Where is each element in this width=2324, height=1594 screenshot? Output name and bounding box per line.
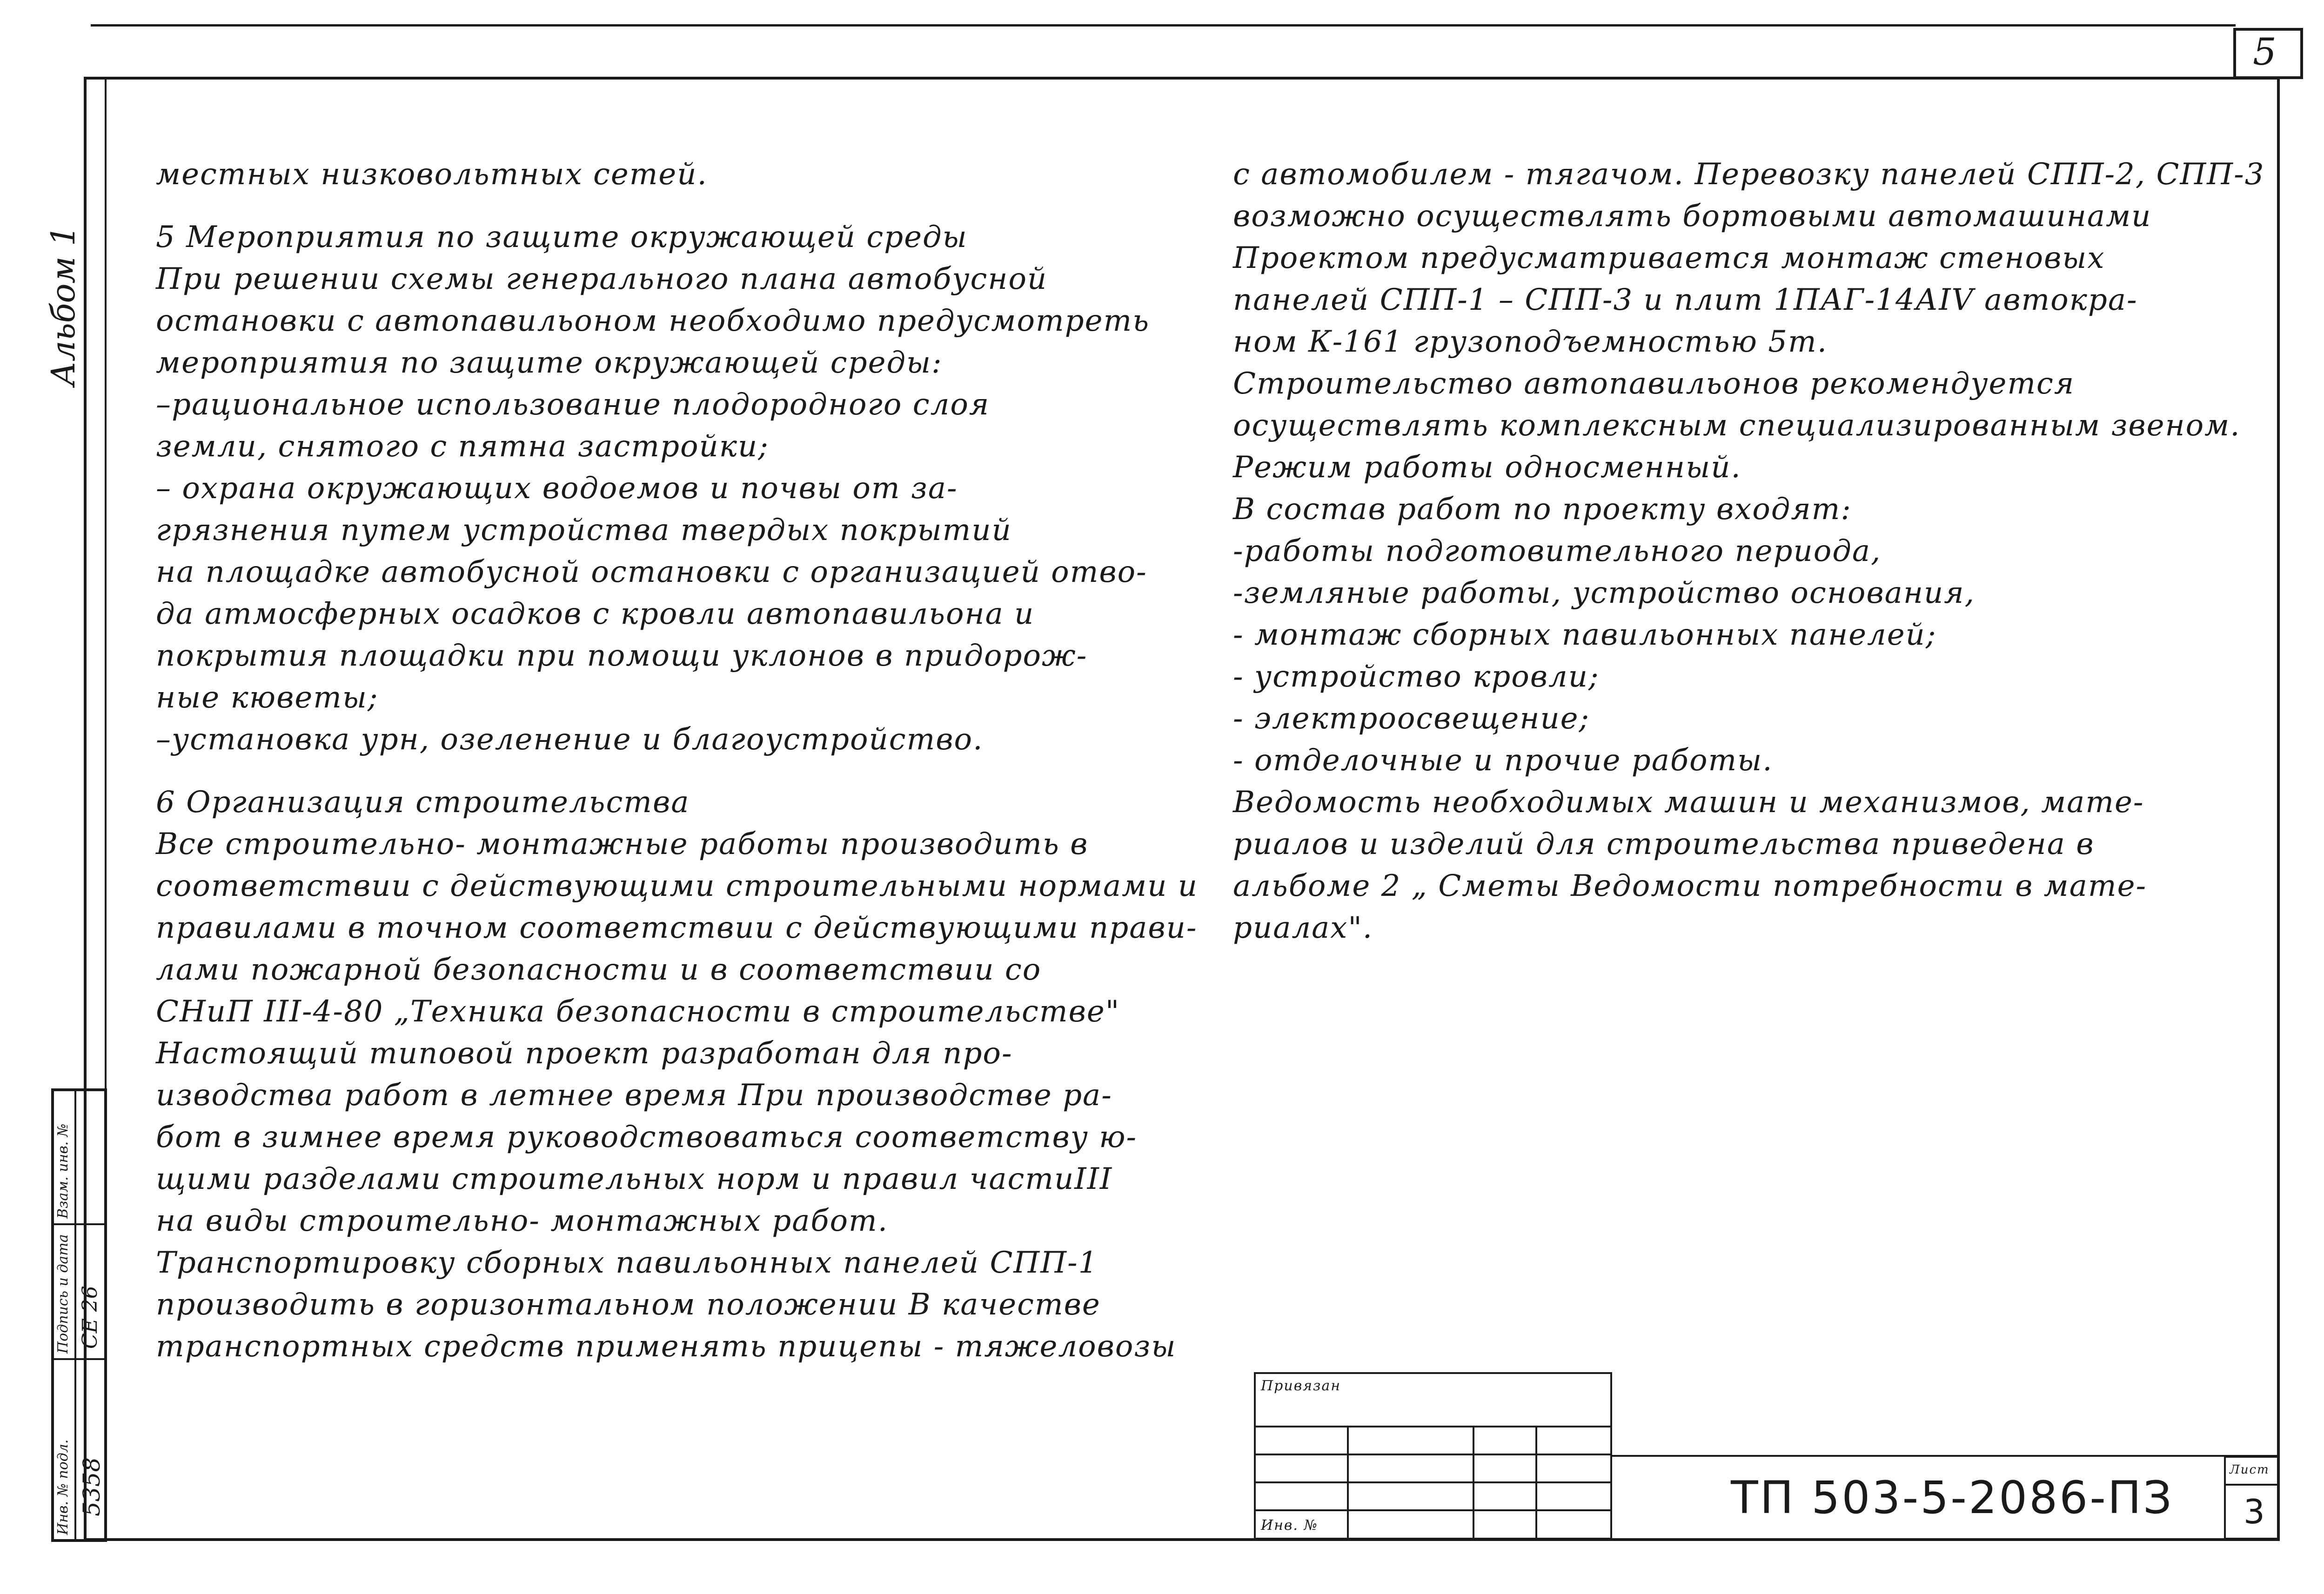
left-column-line	[156, 760, 1170, 781]
left-column-line: транспортных средств применять прицепы - тяжеловозы	[156, 1329, 1177, 1364]
left-column-line: да атмосферных осадков с кровли автопавильона и	[156, 597, 1035, 631]
right-column-line: возможно осуществлять бортовыми автомашинами	[1233, 199, 2152, 233]
sidebar-podpis-data: Подпись и дата	[55, 1234, 71, 1354]
right-column-line: панелей СПП-1 – СПП-3 и плит 1ПАГ-14АIV автокра-	[1233, 283, 2138, 317]
left-column-line	[156, 195, 1170, 216]
top-rule	[91, 24, 2236, 27]
left-column-line: покрытия площадки при помощи уклонов в придорож-	[156, 639, 1088, 673]
right-column-line: Режим работы односменный.	[1233, 450, 1741, 485]
stamp-row-3	[1254, 1481, 1612, 1483]
left-column-line: на виды строительно- монтажных работ.	[156, 1204, 889, 1238]
sheet-number: 3	[2244, 1492, 2266, 1531]
left-column-line: бот в зимнее время руководствоваться соответству ю-	[156, 1120, 1138, 1154]
stamp-row-4	[1254, 1509, 1612, 1511]
left-column-line: лами пожарной безопасности и в соответствии со	[156, 953, 1042, 987]
left-column	[156, 153, 1198, 1367]
stamp-col-3	[1535, 1426, 1537, 1540]
left-column-line: 6 Организация строительства	[156, 785, 690, 820]
right-column-line: -работы подготовительного периода,	[1233, 534, 1882, 568]
left-column-line: –установка урн, озеленение и благоустройство.	[156, 722, 984, 757]
left-column-line: щими разделами строительных норм и правил частиIII	[156, 1162, 1113, 1196]
right-column-line: - монтаж сборных павильонных панелей;	[1233, 618, 1937, 652]
left-column-line: на площадке автобусной остановки с организацией отво-	[156, 555, 1147, 589]
right-column-line: - электроосвещение;	[1233, 701, 1590, 736]
stamp-row-2	[1254, 1454, 1612, 1455]
stamp-inv-label: Инв. №	[1261, 1517, 1318, 1534]
doc-code-top-rule	[1612, 1455, 2280, 1457]
stamp-privyazan-label: Привязан	[1261, 1378, 1341, 1394]
sheet-box-divider	[2224, 1484, 2280, 1486]
doc-code: ТП 503-5-2086-ПЗ	[1731, 1472, 2174, 1524]
sidebar-divider-v	[74, 1088, 76, 1542]
right-column-line: с автомобилем - тягачом. Перевозку панелей СПП-2, СПП-3	[1233, 157, 2265, 192]
left-column-line: грязнения путем устройства твердых покрытий	[156, 513, 1012, 547]
left-column-line: остановки с автопавильоном необходимо предусмотреть	[156, 304, 1150, 338]
left-column-line: мероприятия по защите окружающей среды:	[156, 346, 943, 380]
sidebar-vzam-inv: Взам. инв. №	[55, 1123, 71, 1219]
left-column-line: Транспортировку сборных павильонных панелей СПП-1	[156, 1246, 1098, 1280]
right-column	[1233, 153, 2265, 949]
page-number: 5	[2253, 30, 2277, 73]
left-column-line: – охрана окружающих водоемов и почвы от за-	[156, 471, 958, 506]
left-column-line: При решении схемы генерального плана автобусной	[156, 262, 1048, 296]
left-column-line: ные кюветы;	[156, 680, 379, 715]
right-column-line: Проектом предусматривается монтаж стеновых	[1233, 241, 2105, 275]
stamp-row-1	[1254, 1426, 1612, 1427]
right-column-line: -земляные работы, устройство основания,	[1233, 576, 1975, 610]
left-column-line: СНиП III-4-80 „Техника безопасности в строительстве"	[156, 994, 1120, 1029]
right-column-line: В состав работ по проекту входят:	[1233, 492, 1852, 527]
stamp-col-2	[1473, 1426, 1474, 1540]
left-column-line: 5 Мероприятия по защите окружающей среды	[156, 220, 968, 254]
right-column-line: - устройство кровли;	[1233, 660, 1600, 694]
left-column-line: местных низковольтных сетей.	[156, 157, 708, 192]
right-column-line: риалах".	[1233, 911, 1373, 945]
left-column-line: изводства работ в летнее время При производстве ра-	[156, 1078, 1112, 1113]
sidebar-divider-1	[51, 1223, 107, 1225]
left-column-line: производить в горизонтальном положении В качестве	[156, 1287, 1101, 1322]
left-column-line: Настоящий типовой проект разработан для про-	[156, 1036, 1013, 1071]
sidebar-inv-podl: Инв. № подл.	[55, 1439, 71, 1535]
right-column-line: Ведомость необходимых машин и механизмов, мате-	[1233, 785, 2144, 820]
right-column-line: Строительство автопавильонов рекомендуется	[1233, 367, 2075, 401]
sidebar-divider-2	[51, 1358, 107, 1360]
stamp-col-1	[1347, 1426, 1349, 1540]
left-column-line: земли, снятого с пятна застройки;	[156, 429, 769, 464]
right-column-line: ном К-161 грузоподъемностью 5т.	[1233, 325, 1828, 359]
album-label: Альбом 1	[44, 225, 82, 386]
right-column-line: альбоме 2 „ Сметы Ведомости потребности в мате-	[1233, 869, 2147, 903]
sidebar-date-value: CE 26	[78, 1286, 102, 1349]
right-column-line: - отделочные и прочие работы.	[1233, 743, 1773, 778]
left-column-line: –рациональное использование плодородного слоя	[156, 387, 990, 422]
right-column-line: осуществлять комплексным специализированным звеном.	[1233, 408, 2241, 443]
left-column-line: Все строительно- монтажные работы производить в	[156, 827, 1089, 861]
right-column-line: риалов и изделий для строительства приведена в	[1233, 827, 2095, 861]
left-column-line: правилами в точном соответствии с действующими прави-	[156, 911, 1198, 945]
sheet-label: Лист	[2230, 1463, 2270, 1477]
left-column-line: соответствии с действующими строительными нормами и	[156, 869, 1198, 903]
sidebar-inv-value: 5358	[78, 1457, 105, 1516]
